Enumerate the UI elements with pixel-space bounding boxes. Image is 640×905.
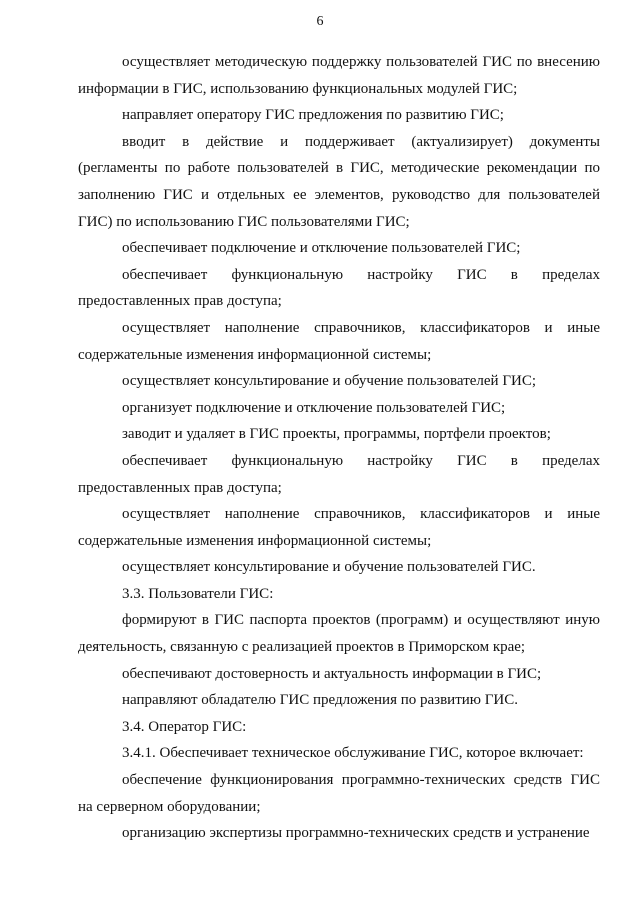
subsection-paragraph: 3.4.1. Обеспечивает техническое обслуживание ГИС, которое включает: [122, 745, 584, 762]
paragraph: обеспечивает функциональную настройку ГИС в пределах предоставленных прав доступа; [78, 452, 600, 496]
paragraph: обеспечивают достоверность и актуальность информации в ГИС; [122, 665, 542, 682]
page-number: 6 [316, 14, 324, 29]
paragraph: организует подключение и отключение пользователей ГИС; [122, 399, 506, 416]
paragraph: организацию экспертизы программно-технических средств и устранение [122, 825, 590, 842]
paragraph: осуществляет консультирование и обучение пользователей ГИС; [122, 373, 537, 390]
document-body [78, 49, 600, 847]
section-heading: 3.3. Пользователи ГИС: [122, 585, 274, 602]
paragraph: обеспечивает функциональную настройку ГИС в пределах предоставленных прав доступа; [78, 266, 600, 310]
paragraph: вводит в действие и поддерживает (актуализирует) документы (регламенты по работе пользователей в ГИС, методические рекомендации по заполнению ГИС и отдельных ее элементов, руководство для пользователей ГИС) по использованию ГИС пользователями ГИС; [78, 133, 600, 230]
paragraph: направляет оператору ГИС предложения по развитию ГИС; [122, 107, 504, 124]
paragraph: направляют обладателю ГИС предложения по развитию ГИС. [122, 692, 518, 709]
paragraph: обеспечение функционирования программно-технических средств ГИС на серверном оборудовании; [78, 772, 600, 815]
paragraph: заводит и удаляет в ГИС проекты, программы, портфели проектов; [122, 426, 551, 443]
paragraph: осуществляет наполнение справочников, классификаторов и иные содержательные изменения информационной системы; [78, 319, 600, 363]
paragraph: осуществляет наполнение справочников, классификаторов и иные содержательные изменения информационной системы; [78, 506, 600, 549]
paragraph: осуществляет консультирование и обучение пользователей ГИС. [122, 559, 536, 576]
paragraph: формируют в ГИС паспорта проектов (программ) и осуществляют иную деятельность, связанную с реализацией проектов в Приморском крае; [78, 612, 600, 656]
section-heading: 3.4. Оператор ГИС: [122, 718, 247, 735]
paragraph: обеспечивает подключение и отключение пользователей ГИС; [122, 240, 521, 257]
paragraph: осуществляет методическую поддержку пользователей ГИС по внесению информации в ГИС, использованию функциональных модулей ГИС; [78, 54, 600, 97]
